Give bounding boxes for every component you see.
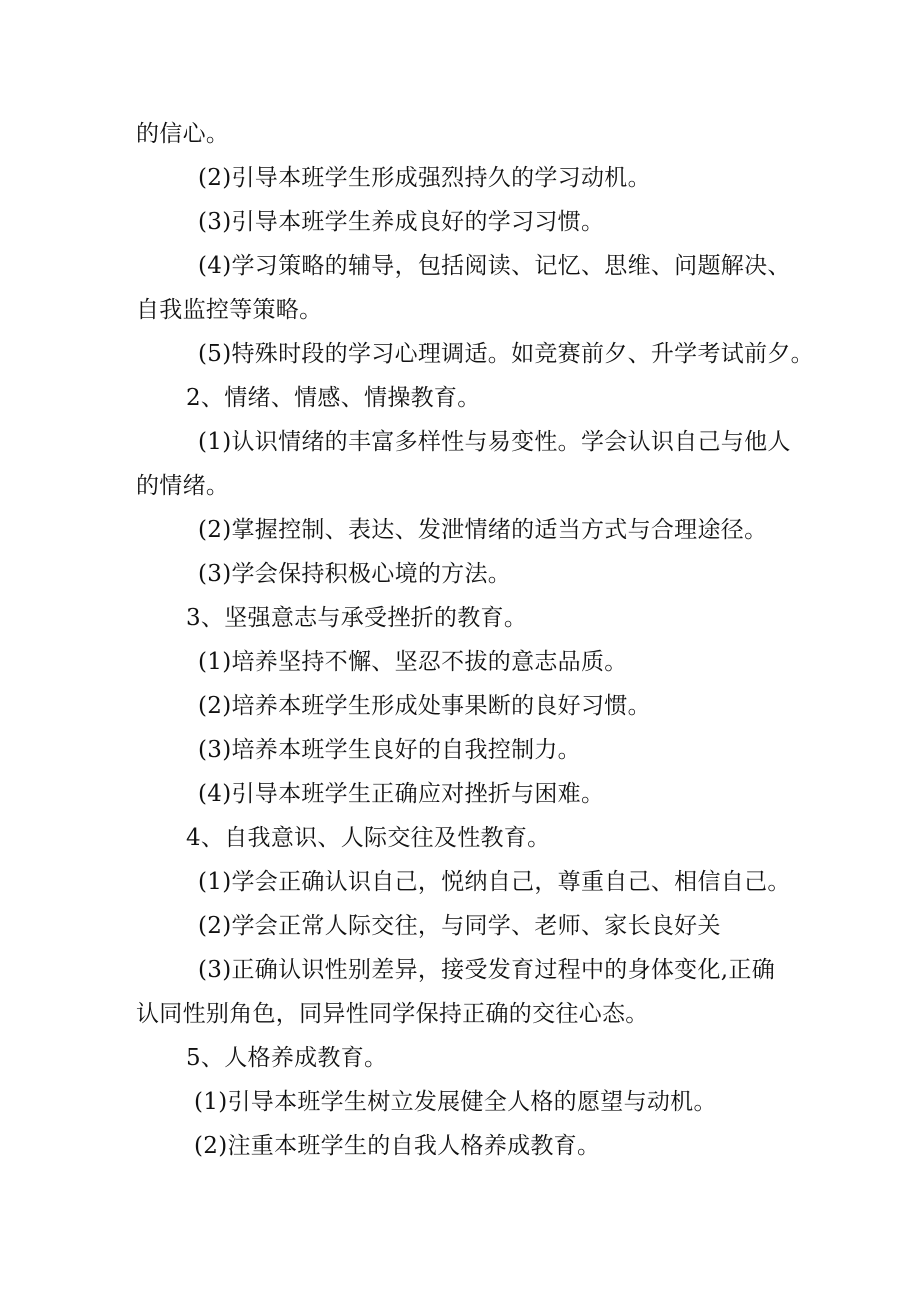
text-line: 的情绪。: [136, 473, 230, 499]
section-heading: 4、自我意识、人际交往及性教育。: [186, 825, 551, 851]
text-line: (1)学会正确认识自己，悦纳自己，尊重自己、相信自己。: [198, 869, 791, 895]
text-line: (2)掌握控制、表达、发泄情绪的适当方式与合理途径。: [198, 517, 768, 543]
text-line: (1)认识情绪的丰富多样性与易变性。学会认识自己与他人: [198, 429, 791, 455]
text-line: (5)特殊时段的学习心理调适。如竞赛前夕、升学考试前夕。: [198, 341, 814, 367]
text-line: 的信心。: [136, 121, 230, 147]
text-line: (1)培养坚持不懈、坚忍不拔的意志品质。: [198, 649, 628, 675]
text-line: (4)引导本班学生正确应对挫折与困难。: [198, 781, 605, 807]
text-line: (4)学习策略的辅导，包括阅读、记忆、思维、问题解决、: [198, 253, 791, 279]
text-line: (3)培养本班学生良好的自我控制力。: [198, 737, 581, 763]
text-line: (3)学会保持积极心境的方法。: [198, 561, 512, 587]
text-line: (1)引导本班学生树立发展健全人格的愿望与动机。: [194, 1089, 717, 1115]
text-line: 自我监控等策略。: [136, 297, 323, 323]
text-line: 认同性别角色，同异性同学保持正确的交往心态。: [136, 1001, 649, 1027]
section-heading: 5、人格养成教育。: [186, 1045, 388, 1071]
text-line: (3)引导本班学生养成良好的学习习惯。: [198, 209, 605, 235]
text-line: (2)学会正常人际交往，与同学、老师、家长良好关: [198, 913, 721, 939]
section-heading: 3、坚强意志与承受挫折的教育。: [186, 605, 528, 631]
text-line: (3)正确认识性别差异，接受发育过程中的身体变化,正确: [198, 957, 775, 983]
section-heading: 2、情绪、情感、情操教育。: [186, 385, 481, 411]
text-line: (2)培养本班学生形成处事果断的良好习惯。: [198, 693, 651, 719]
text-line: (2)引导本班学生形成强烈持久的学习动机。: [198, 165, 651, 191]
text-line: (2)注重本班学生的自我人格养成教育。: [194, 1133, 601, 1159]
